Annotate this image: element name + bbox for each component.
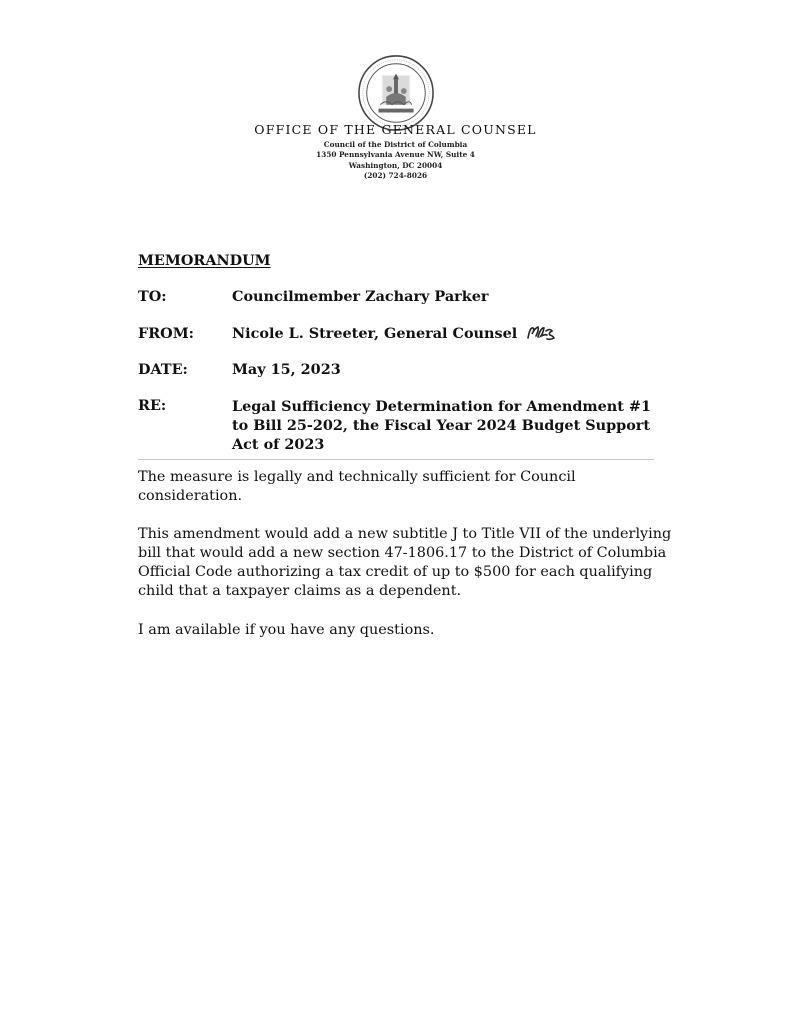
- address-line-1: Council of the District of Columbia: [323, 140, 468, 149]
- handwritten-initials: [526, 325, 556, 341]
- from-value: Nicole L. Streeter, General Counsel: [232, 325, 518, 342]
- divider: [138, 459, 654, 460]
- date-value: May 15, 2023: [232, 361, 341, 378]
- to-label: TO:: [138, 288, 167, 305]
- body-paragraph-2: This amendment would add a new subtitle J to Title VII of the underlying bill that would add a new section 47-1806.17 to the District of Columbia Official Code authorizing a tax credit of up to $500 for each qualifying child that a taxpayer claims as a dependent.: [138, 526, 672, 599]
- letterhead-address: [0, 140, 791, 181]
- council-seal-icon: [357, 54, 435, 132]
- re-value: Legal Sufficiency Determination for Amendment #1 to Bill 25-202, the Fiscal Year 2024 Budget Support Act of 2023: [232, 398, 651, 453]
- re-label: RE:: [138, 397, 167, 414]
- address-line-4: (202) 724-8026: [363, 170, 428, 180]
- office-name: OFFICE OF THE GENERAL COUNSEL: [254, 122, 537, 137]
- memo-heading: MEMORANDUM: [138, 252, 271, 269]
- body-paragraph-3: I am available if you have any questions.: [138, 622, 435, 638]
- address-line-3: Washington, DC 20004: [348, 160, 443, 170]
- from-label: FROM:: [138, 325, 194, 342]
- body-paragraph-1: The measure is legally and technically sufficient for Council consideration.: [138, 469, 576, 504]
- address-line-2: 1350 Pennsylvania Avenue NW, Suite 4: [316, 150, 475, 160]
- from-line: [232, 325, 556, 342]
- to-value: Councilmember Zachary Parker: [232, 288, 489, 305]
- date-label: DATE:: [138, 361, 188, 378]
